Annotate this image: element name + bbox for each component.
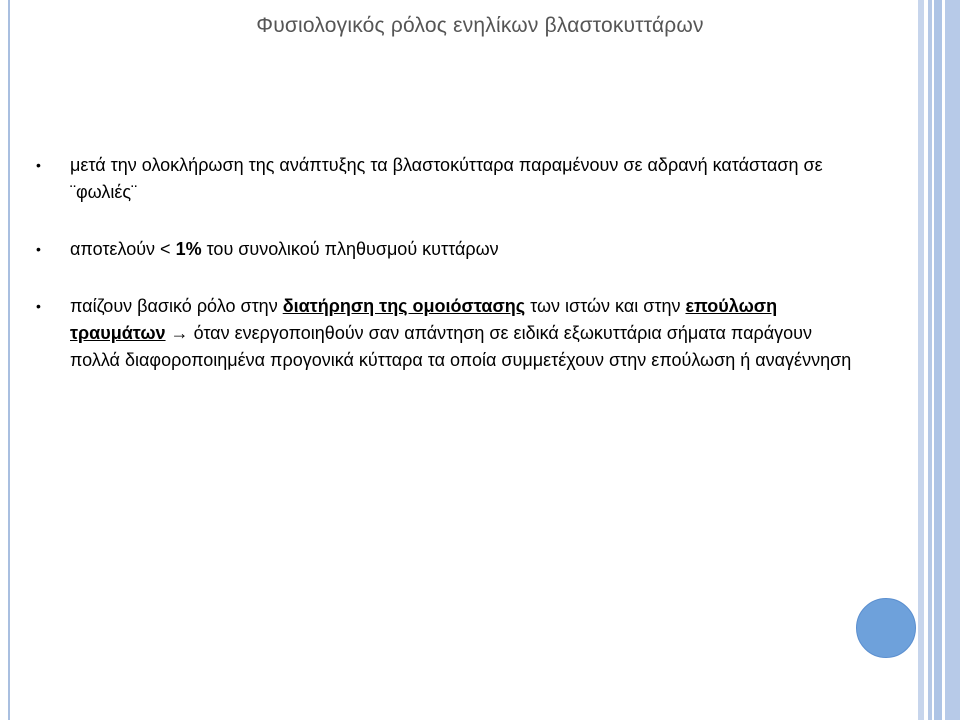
bullet-text-before: αποτελούν < — [70, 239, 176, 259]
left-border-line — [8, 0, 10, 720]
bullet-item-2 — [36, 236, 856, 263]
bullet-marker: • — [36, 157, 41, 173]
emphasis-wound-healing: επούλωση τραυμάτων — [70, 296, 778, 343]
bullet-item-1 — [36, 152, 856, 206]
right-stripe — [945, 0, 960, 720]
bullet-marker: • — [36, 298, 41, 314]
bullet-text-part-3: όταν ενεργοποιηθούν σαν απάντηση σε ειδικά εξωκυττάρια σήματα παράγουν πολλά διαφοροποιημένα προγονικά κύτταρα τα οποία συμμετέχουν στην επούλωση ή αναγέννηση — [70, 323, 852, 370]
bullet-marker: • — [36, 241, 41, 257]
arrow-icon: → — [165, 323, 189, 343]
decorative-circle — [856, 598, 916, 658]
bullet-list — [36, 152, 856, 404]
emphasis-homeostasis: διατήρηση της ομοιόστασης — [282, 296, 526, 316]
slide-title: Φυσιολογικός ρόλος ενηλίκων βλαστοκυττάρων — [256, 14, 704, 37]
bullet-bold-percent: 1% — [175, 239, 202, 259]
left-border — [0, 0, 8, 720]
bullet-text: μετά την ολοκλήρωση της ανάπτυξης τα βλαστοκύτταρα παραμένουν σε αδρανή κατάσταση σε ¨φωλιές¨ — [70, 155, 823, 202]
right-stripe — [934, 0, 942, 720]
bullet-text-part-1: παίζουν βασικό ρόλο στην — [70, 296, 283, 316]
bullet-text-after: του συνολικού πληθυσμού κυττάρων — [201, 239, 499, 259]
bullet-item-3 — [36, 293, 856, 374]
bullet-text-part-2: των ιστών και στην — [525, 296, 686, 316]
